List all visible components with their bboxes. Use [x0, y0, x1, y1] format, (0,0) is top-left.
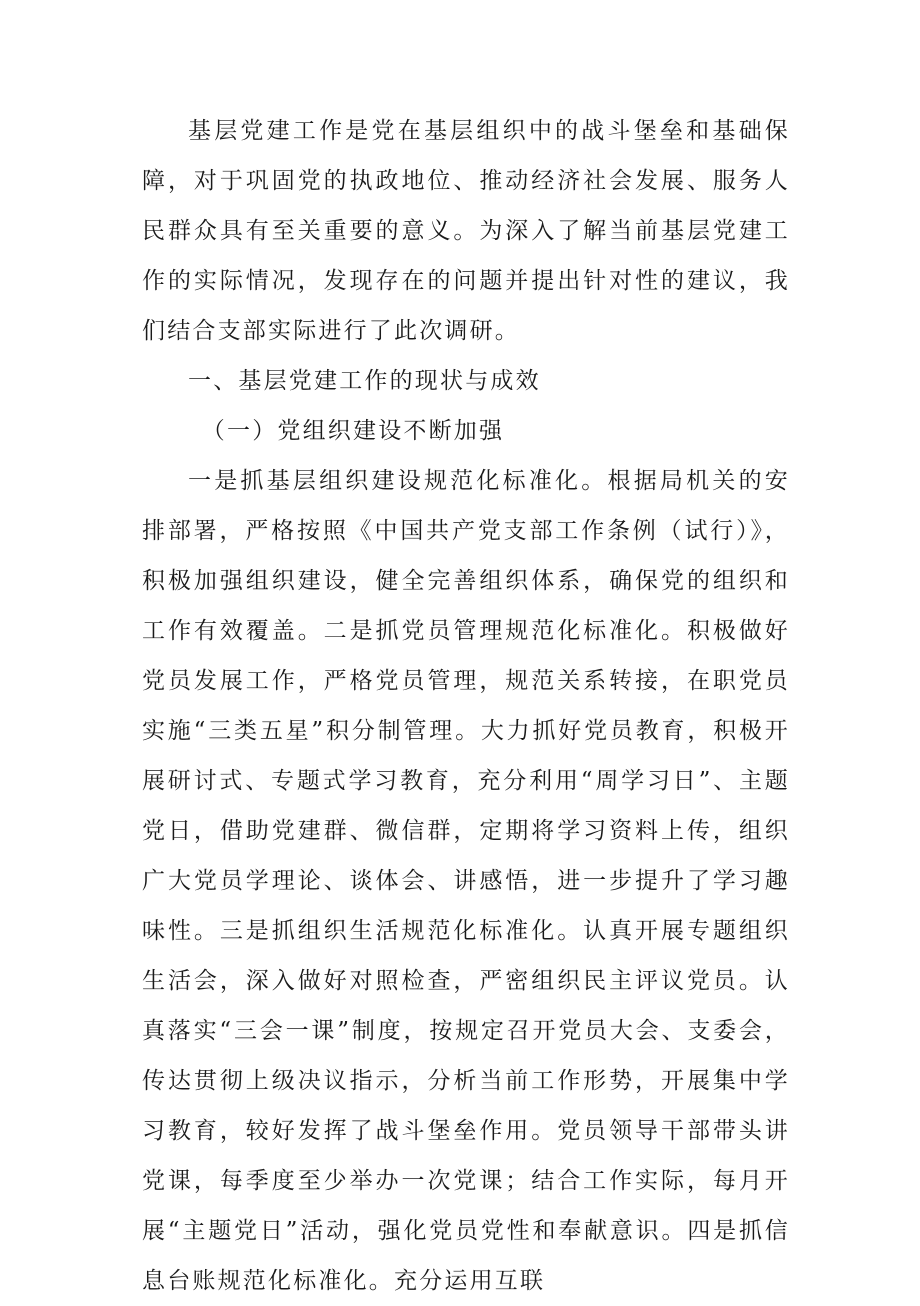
section-heading-1: 一、基层党建工作的现状与成效	[188, 368, 541, 394]
intro-paragraph: 基层党建工作是党在基层组织中的战斗堡垒和基础保障，对于巩固党的执政地位、推动经济社会发展、服务人民群众具有至关重要的意义。为深入了解当前基层党建工作的实际情况，发现存在的问题并提出针对性的建议，我们结合支部实际进行了此次调研。	[142, 118, 790, 344]
subsection-heading-1: （一）党组织建设不断加强	[201, 418, 505, 444]
document-body	[142, 106, 790, 1306]
subsection-body-1: 一是抓基层组织建设规范化标准化。根据局机关的安排部署，严格按照《中国共产党支部工作条例（试行）》，积极加强组织建设，健全完善组织体系，确保党的组织和工作有效覆盖。二是抓党员管理规范化标准化。积极做好党员发展工作，严格党员管理，规范关系转接，在职党员实施“三类五星”积分制管理。大力抓好党员教育，积极开展研讨式、专题式学习教育，充分利用“周学习日”、主题党日，借助党建群、微信群，定期将学习资料上传，组织广大党员学理论、谈体会、讲感悟，进一步提升了学习趣味性。三是抓组织生活规范化标准化。认真开展专题组织生活会，深入做好对照检查，严密组织民主评议党员。认真落实“三会一课”制度，按规定召开党员大会、支委会，传达贯彻上级决议指示，分析当前工作形势，开展集中学习教育，较好发挥了战斗堡垒作用。党员领导干部带头讲党课，每季度至少举办一次党课；结合工作实际，每月开展“主题党日”活动，强化党员党性和奉献意识。四是抓信息台账规范化标准化。充分运用互联	[142, 468, 790, 1294]
